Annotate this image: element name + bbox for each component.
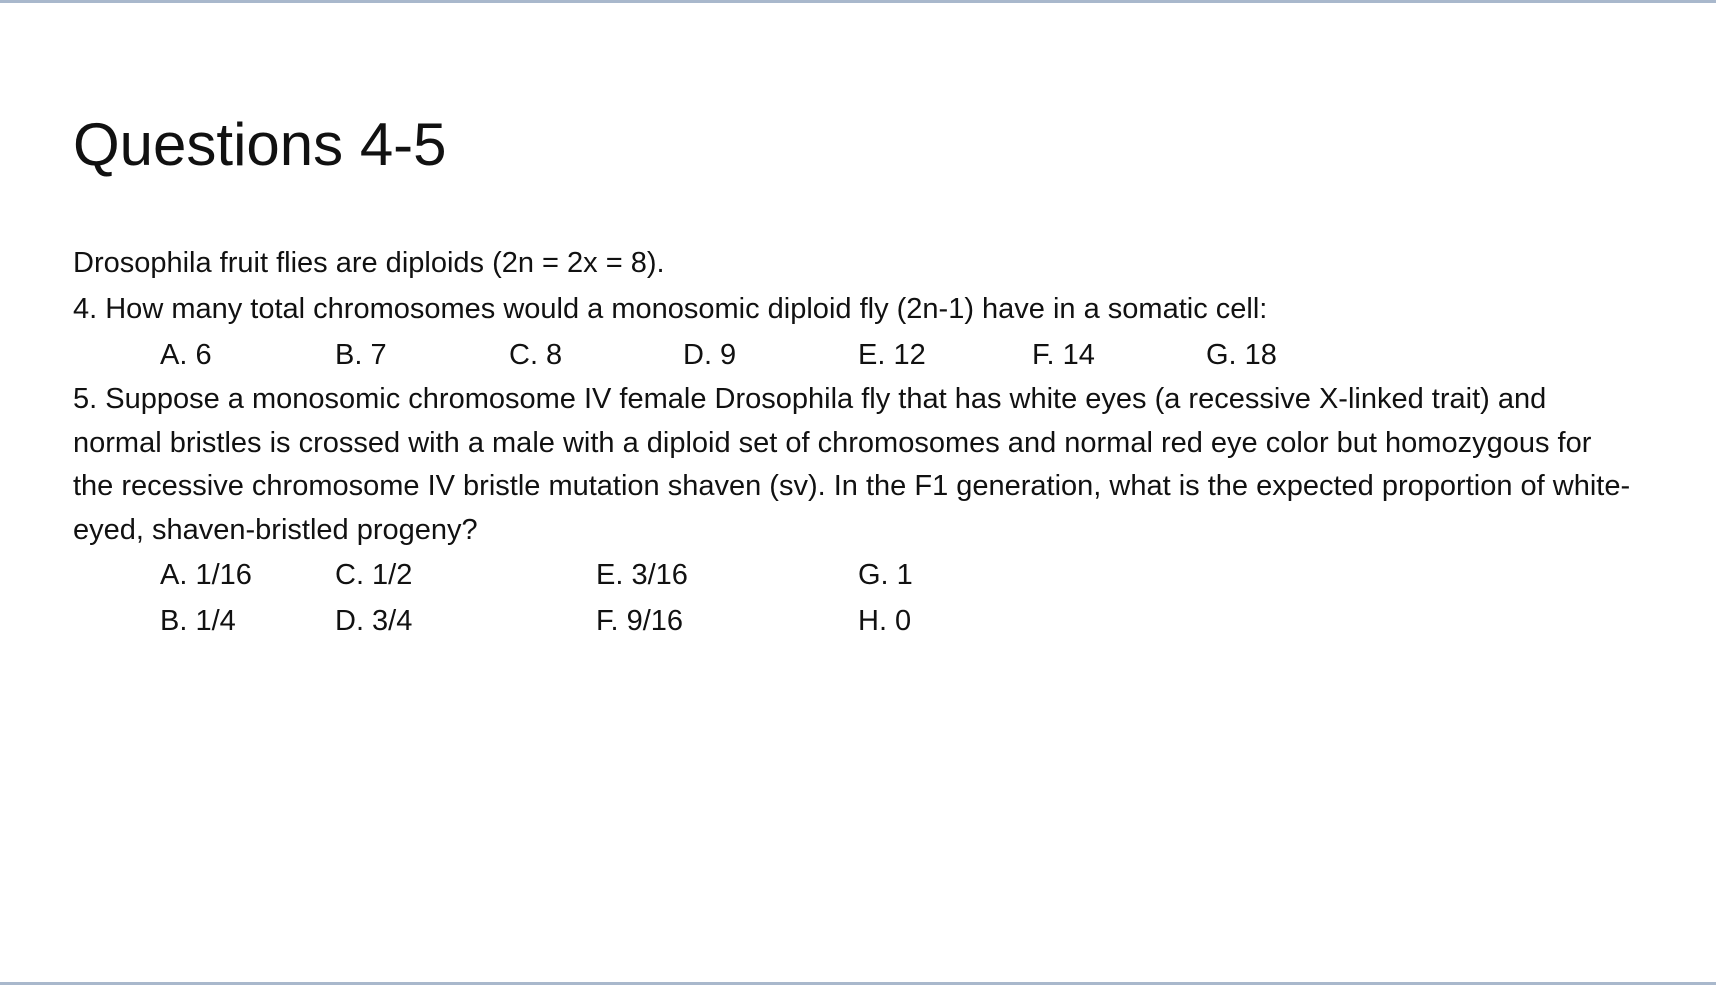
q4-choice-a: A. 6 <box>160 339 212 371</box>
q4-choice-b: B. 7 <box>335 339 387 371</box>
q5-choice-e: E. 3/16 <box>596 559 688 591</box>
question-5-text: 5. Suppose a monosomic chromosome IV female Drosophila fly that has white eyes (a recessive X-linked trait) and normal bristles is crossed with a male with a diploid set of chromosomes and normal red eye color but homozygous for the recessive chromosome IV bristle mutation shaven (sv). In the F1 generation, what is the expected proportion of white-eyed, shaven-bristled progeny? <box>73 383 1631 546</box>
question-5-choices-row-2 <box>73 598 1633 644</box>
q5-choice-b: B. 1/4 <box>160 605 236 637</box>
intro-text: Drosophila fruit flies are diploids (2n = 2x = 8). <box>73 247 665 279</box>
q4-choice-e: E. 12 <box>858 339 926 371</box>
top-border <box>0 0 1716 3</box>
question-4-choices <box>73 332 1633 378</box>
q5-choice-c: C. 1/2 <box>335 559 413 591</box>
question-5-choices-row-1 <box>73 552 1633 598</box>
slide-body <box>73 240 1633 644</box>
question-4-text: 4. How many total chromosomes would a monosomic diploid fly (2n-1) have in a somatic cell: <box>73 293 1268 325</box>
bottom-border <box>0 982 1716 985</box>
q5-choice-g: G. 1 <box>858 559 913 591</box>
q4-choice-c: C. 8 <box>509 339 563 371</box>
q5-choice-a: A. 1/16 <box>160 559 252 591</box>
q5-choice-h: H. 0 <box>858 605 912 637</box>
q4-choice-g: G. 18 <box>1206 339 1277 371</box>
slide-title: Questions 4-5 <box>73 111 447 178</box>
q4-choice-d: D. 9 <box>683 339 737 371</box>
q5-choice-d: D. 3/4 <box>335 605 413 637</box>
q4-choice-f: F. 14 <box>1032 339 1095 371</box>
q5-choice-f: F. 9/16 <box>596 605 684 637</box>
